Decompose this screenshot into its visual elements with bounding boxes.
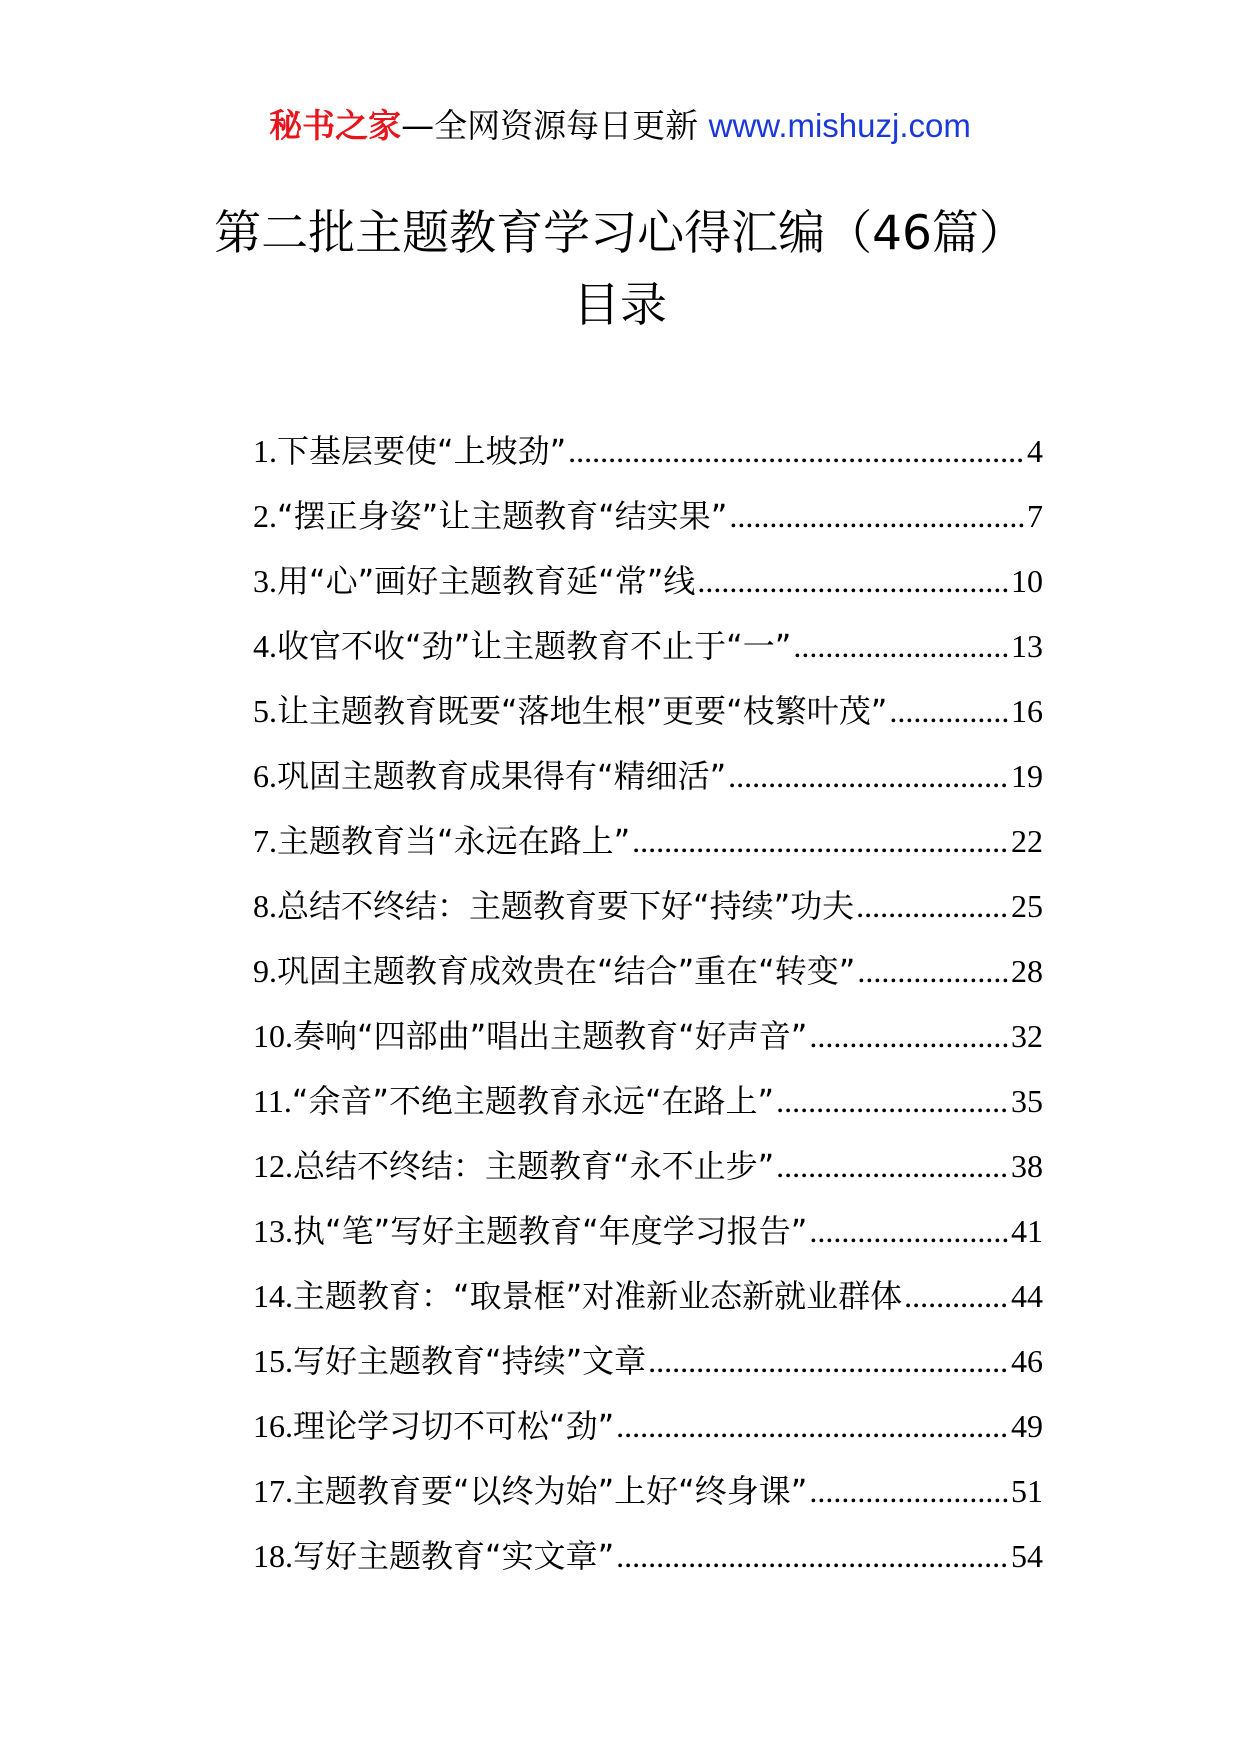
toc-entry[interactable]: [253, 686, 1043, 751]
toc-entry-page: 32: [1011, 1018, 1043, 1054]
toc-entry[interactable]: [253, 881, 1043, 946]
toc-entry-page: 41: [1011, 1213, 1043, 1249]
toc-entry-number: 14.: [253, 1278, 293, 1314]
toc-entry-number: 18.: [253, 1538, 293, 1574]
toc-dot-leader: [904, 1278, 1009, 1315]
toc-entry[interactable]: [253, 1466, 1043, 1531]
toc-entry-label: 奏响“四部曲”唱出主题教育“好声音”: [293, 1017, 808, 1055]
toc-entry-page: 28: [1011, 953, 1043, 989]
toc-entry[interactable]: [253, 1076, 1043, 1141]
toc-dot-leader: [776, 1083, 1009, 1120]
toc-dot-leader: [632, 823, 1009, 860]
toc-dot-leader: [809, 1018, 1009, 1055]
toc-entry-number: 9.: [253, 953, 277, 989]
toc-dot-leader: [616, 1538, 1009, 1575]
toc-entry-page: 44: [1011, 1278, 1043, 1314]
toc-entry-number: 8.: [253, 888, 277, 924]
toc-entry-page: 54: [1011, 1538, 1043, 1574]
toc-dot-leader: [729, 498, 1025, 535]
toc-entry-page: 7: [1027, 498, 1043, 534]
toc-entry-label: 巩固主题教育成效贵在“结合”重在“转变”: [277, 952, 856, 990]
banner-slogan: —全网资源每日更新: [401, 106, 699, 145]
toc-entry-label: 用“心”画好主题教育延“常”线: [277, 562, 696, 600]
brand-name: 秘书之家: [269, 106, 402, 145]
toc-dot-leader: [568, 433, 1025, 470]
toc-entry-page: 19: [1011, 758, 1043, 794]
toc-entry[interactable]: [253, 1011, 1043, 1076]
toc-entry[interactable]: [253, 426, 1043, 491]
toc-entry[interactable]: [253, 1141, 1043, 1206]
toc-entry-label: 主题教育：“取景框”对准新业态新就业群体: [293, 1277, 903, 1315]
toc-entry-page: 46: [1011, 1343, 1043, 1379]
toc-entry-number: 3.: [253, 563, 277, 599]
toc-dot-leader: [728, 758, 1009, 795]
toc-dot-leader: [793, 628, 1009, 665]
title-main: 第二批主题教育学习心得汇编（46篇）: [214, 206, 1026, 261]
table-of-contents: [253, 426, 1043, 1596]
toc-entry-label: “摆正身姿”让主题教育“结实果”: [277, 497, 728, 535]
toc-dot-leader: [809, 1473, 1009, 1510]
toc-entry-number: 12.: [253, 1148, 293, 1184]
toc-entry-number: 13.: [253, 1213, 293, 1249]
toc-entry-page: 13: [1011, 628, 1043, 664]
toc-entry[interactable]: [253, 816, 1043, 881]
toc-entry-number: 4.: [253, 628, 277, 664]
toc-entry-number: 15.: [253, 1343, 293, 1379]
document-title: [0, 198, 1240, 342]
toc-entry-page: 10: [1011, 563, 1043, 599]
toc-entry-number: 11.: [253, 1083, 292, 1119]
toc-entry[interactable]: [253, 491, 1043, 556]
toc-entry-label: 下基层要使“上坡劲”: [277, 432, 567, 470]
toc-entry[interactable]: [253, 751, 1043, 816]
toc-entry-label: 巩固主题教育成果得有“精细活”: [277, 757, 727, 795]
toc-entry-label: 主题教育当“永远在路上”: [277, 822, 631, 860]
toc-entry[interactable]: [253, 1271, 1043, 1336]
toc-entry[interactable]: [253, 1531, 1043, 1596]
toc-dot-leader: [857, 953, 1009, 990]
toc-entry-label: “余音”不绝主题教育永远“在路上”: [291, 1082, 775, 1120]
toc-entry-label: 写好主题教育“实文章”: [293, 1537, 615, 1575]
toc-dot-leader: [648, 1343, 1009, 1380]
toc-dot-leader: [616, 1408, 1009, 1445]
toc-entry-label: 写好主题教育“持续”文章: [293, 1342, 647, 1380]
toc-entry-number: 6.: [253, 758, 277, 794]
toc-entry[interactable]: [253, 1336, 1043, 1401]
toc-entry[interactable]: [253, 1401, 1043, 1466]
toc-entry-label: 收官不收“劲”让主题教育不止于“一”: [277, 627, 792, 665]
site-url-link[interactable]: www.mishuzj.com: [708, 107, 971, 144]
toc-entry-label: 总结不终结：主题教育要下好“持续”功夫: [277, 887, 855, 925]
toc-entry-number: 17.: [253, 1473, 293, 1509]
toc-entry-page: 35: [1011, 1083, 1043, 1119]
toc-dot-leader: [889, 693, 1009, 730]
toc-entry-page: 16: [1011, 693, 1043, 729]
toc-entry-number: 10.: [253, 1018, 293, 1054]
toc-entry-label: 让主题教育既要“落地生根”更要“枝繁叶茂”: [277, 692, 888, 730]
toc-entry-page: 4: [1027, 433, 1043, 469]
toc-dot-leader: [856, 888, 1009, 925]
toc-entry[interactable]: [253, 556, 1043, 621]
toc-entry-number: 16.: [253, 1408, 293, 1444]
title-toc: 目录: [573, 278, 667, 333]
toc-entry-page: 22: [1011, 823, 1043, 859]
toc-entry-label: 总结不终结：主题教育“永不止步”: [293, 1147, 775, 1185]
toc-entry-label: 理论学习切不可松“劲”: [293, 1407, 615, 1445]
toc-entry[interactable]: [253, 621, 1043, 686]
toc-dot-leader: [776, 1148, 1009, 1185]
toc-entry-label: 执“笔”写好主题教育“年度学习报告”: [293, 1212, 808, 1250]
toc-entry-number: 1.: [253, 433, 277, 469]
toc-entry-page: 51: [1011, 1473, 1043, 1509]
toc-entry-label: 主题教育要“以终为始”上好“终身课”: [293, 1472, 808, 1510]
toc-entry[interactable]: [253, 946, 1043, 1011]
toc-dot-leader: [697, 563, 1009, 600]
toc-entry-number: 2.: [253, 498, 277, 534]
toc-entry-page: 38: [1011, 1148, 1043, 1184]
site-banner: [0, 100, 1240, 147]
toc-entry-number: 7.: [253, 823, 277, 859]
toc-entry[interactable]: [253, 1206, 1043, 1271]
toc-entry-page: 25: [1011, 888, 1043, 924]
toc-entry-number: 5.: [253, 693, 277, 729]
toc-dot-leader: [809, 1213, 1009, 1250]
toc-entry-page: 49: [1011, 1408, 1043, 1444]
